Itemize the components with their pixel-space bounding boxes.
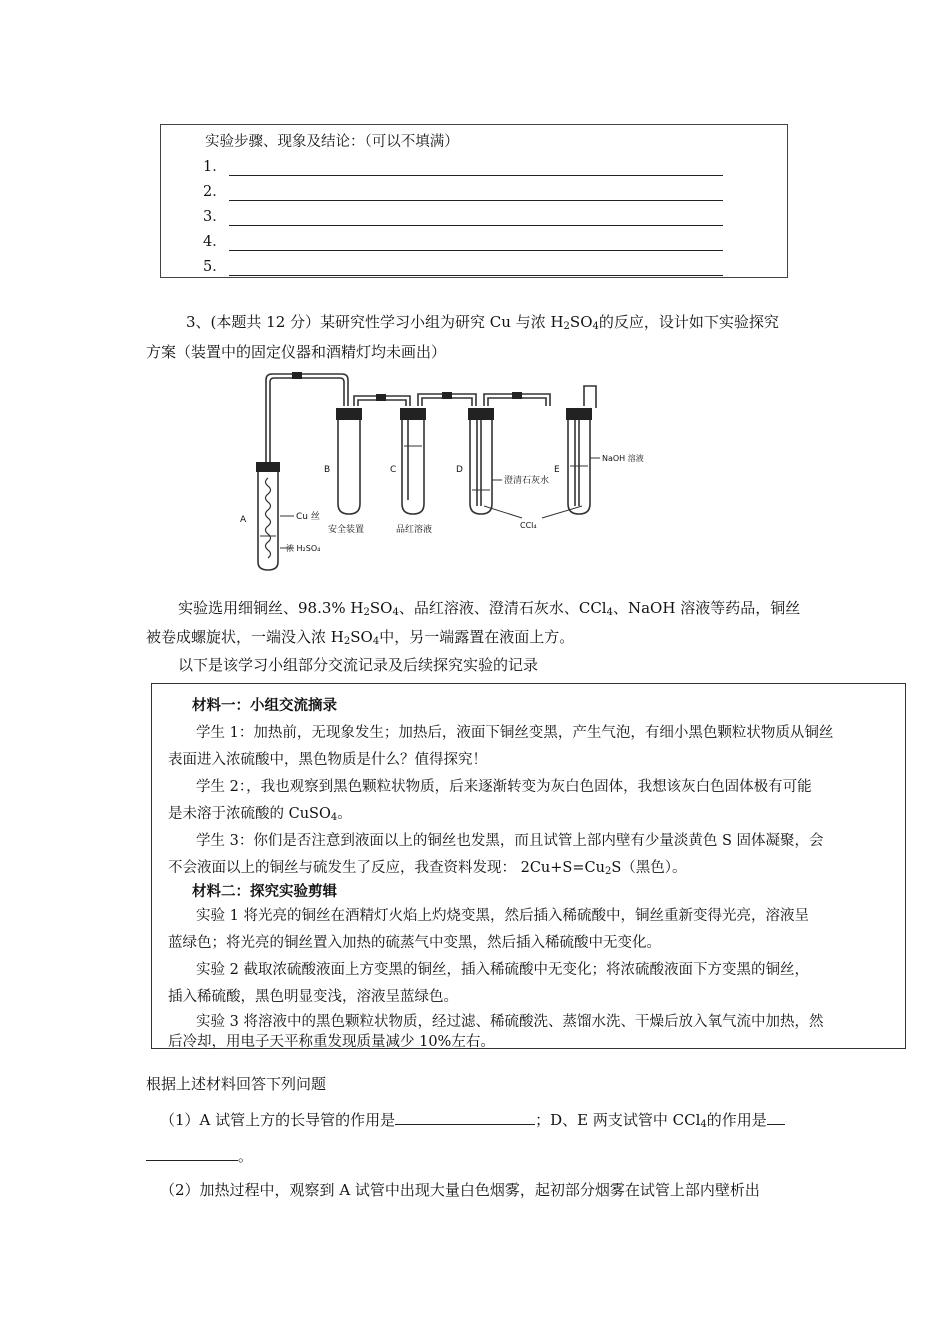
question1-continuation: 。 — [146, 1146, 253, 1166]
step-row: 3． — [203, 205, 723, 226]
answer-line[interactable] — [229, 261, 723, 276]
experiment3-line2: 后冷却，用电子天平称重发现质量减少 10%左右。 — [168, 1034, 495, 1050]
steps-heading: 实验步骤、现象及结论：（可以不填满） — [205, 134, 459, 150]
question3-line1: 3、(本题共 12 分）某研究性学习小组为研究 Cu 与浓 $H_2SO_4$的反应，设计如下实验探究 — [186, 313, 779, 332]
label-E: E — [554, 465, 560, 475]
student3-line2: 不会液面以上的铜丝与硫发生了反应，我查资料发现： $2Cu+S=Cu_2S$（黑色）。 — [168, 860, 687, 877]
student3-line1: 学生 3：你们是否注意到液面以上的铜丝也发黑，而且试管上部内壁有少量淡黄色 S 固体凝聚，会 — [196, 833, 824, 849]
step-row: 5． — [203, 255, 723, 276]
experiment1-line2: 蓝绿色；将光亮的铜丝置入加热的硫蒸气中变黑，然后插入稀硫酸中无变化。 — [168, 935, 661, 951]
question3-line2: 方案（装置中的固定仪器和酒精灯均未画出） — [146, 343, 447, 361]
apparatus-diagram — [232, 368, 644, 578]
answer-blank[interactable] — [395, 1110, 535, 1125]
reagents-line2: 被卷成螺旋状，一端没入浓 $H_2SO_4$中，另一端露置在液面上方。 — [146, 628, 575, 647]
label-pinhong: 品红溶液 — [396, 525, 433, 535]
label-safety: 安全装置 — [328, 525, 365, 535]
question2-line: （2）加热过程中，观察到 A 试管中出现大量白色烟雾，起初部分烟雾在试管上部内壁析出 — [160, 1181, 760, 1199]
reagents-line1: 实验选用细铜丝、98.3% $H_2SO_4$、品红溶液、澄清石灰水、CCl$_4$、NaOH 溶液等药品，铜丝 — [178, 599, 801, 618]
label-A: A — [240, 515, 247, 525]
answer-line[interactable] — [229, 161, 723, 176]
questions-intro: 根据上述材料回答下列问题 — [146, 1075, 327, 1093]
step-row: 2． — [203, 180, 723, 201]
answer-line[interactable] — [229, 211, 723, 226]
reagents-line3: 以下是该学习小组部分交流记录及后续探究实验的记录 — [178, 656, 539, 674]
materials-box — [151, 683, 906, 1049]
material1-title: 材料一：小组交流摘录 — [192, 697, 337, 714]
answer-blank[interactable] — [146, 1146, 238, 1161]
label-conc-acid: 浓 H₂SO₄ — [286, 544, 321, 553]
label-cu-wire: Cu 丝 — [296, 512, 320, 522]
answer-blank[interactable] — [767, 1110, 785, 1125]
material2-title: 材料二：探究实验剪辑 — [192, 883, 337, 900]
question1-line: （1）A 试管上方的长导管的作用是 ；D、E 两支试管中 CCl$_4$的作用是 — [160, 1110, 785, 1130]
student2-line1: 学生 2：，我也观察到黑色颗粒状物质，后来逐渐转变为灰白色固体，我想该灰白色固体极有可能 — [196, 779, 812, 795]
label-limewater: 澄清石灰水 — [504, 476, 550, 486]
experiment2-line1: 实验 2 截取浓硫酸液面上方变黑的铜丝，插入稀硫酸中无变化；将浓硫酸液面下方变黑的铜丝， — [196, 962, 809, 978]
label-naoh: NaOH 溶液 — [602, 454, 644, 463]
label-D: D — [456, 465, 463, 475]
answer-line[interactable] — [229, 236, 723, 251]
student2-line2: 是未溶于浓硫酸的 CuSO$_4$。 — [168, 806, 352, 823]
steps-box — [160, 124, 788, 278]
step-row: 4． — [203, 230, 723, 251]
experiment2-line2: 插入稀硫酸，黑色明显变浅，溶液呈蓝绿色。 — [168, 989, 458, 1005]
experiment1-line1: 实验 1 将光亮的铜丝在酒精灯火焰上灼烧变黑，然后插入稀硫酸中，铜丝重新变得光亮，溶液呈 — [196, 908, 809, 924]
label-B: B — [324, 465, 331, 475]
step-row: 1． — [203, 155, 723, 176]
student1-line2: 表面进入浓硫酸中，黑色物质是什么？值得探究！ — [168, 752, 487, 768]
label-ccl4: CCl₄ — [520, 521, 537, 530]
experiment3-line1: 实验 3 将溶液中的黑色颗粒状物质，经过滤、稀硫酸洗、蒸馏水洗、干燥后放入氧气流中加热，然 — [196, 1014, 824, 1030]
answer-line[interactable] — [229, 186, 723, 201]
label-C: C — [390, 465, 397, 475]
student1-line1: 学生 1：加热前，无现象发生；加热后，液面下铜丝变黑，产生气泡，有细小黑色颗粒状物质从铜丝 — [196, 725, 834, 741]
